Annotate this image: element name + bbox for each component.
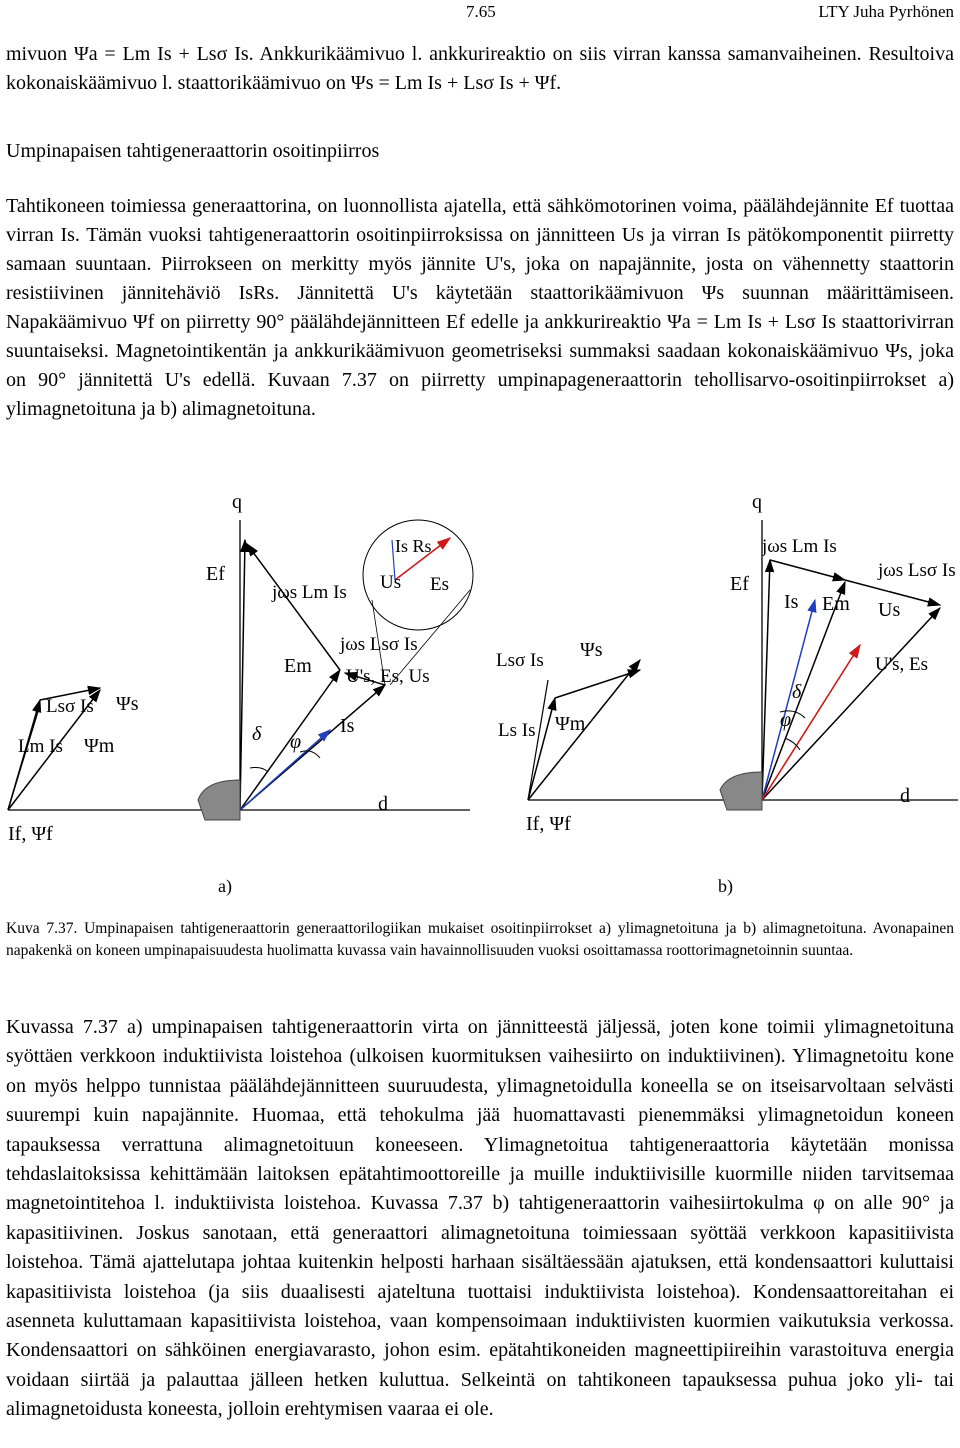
label-us-zoom-a: Us bbox=[380, 572, 402, 593]
pole-shoe-b bbox=[720, 772, 762, 810]
label-is-rs-a: Is Rs bbox=[395, 536, 432, 556]
intro-paragraph: mivuon Ψa = Lm Is + Lsσ Is. Ankkurikäämivuo l. ankkurireaktio on siis virran kanssa samanvaiheinen. Resultoiva kokonaiskäämivuo l. staattorikäämivuo on Ψs = Lm Is + Lsσ Is + Ψf. bbox=[6, 43, 954, 94]
pole-shoe-a bbox=[198, 780, 240, 820]
label-d-a: d bbox=[378, 793, 388, 815]
label-psi-m-a: Ψm bbox=[84, 735, 115, 757]
label-jws-lm-is-a: jωs Lm Is bbox=[272, 582, 347, 603]
label-lso-is-b: Lsσ Is bbox=[496, 650, 544, 671]
diagram-b bbox=[496, 491, 958, 897]
label-phi-b: φ bbox=[780, 709, 792, 731]
ef-vector-b bbox=[762, 560, 770, 800]
jws-lm-is-vector-a bbox=[247, 544, 340, 670]
lso-is-vector-b bbox=[555, 670, 640, 698]
label-if-psif-a: If, Ψf bbox=[8, 823, 53, 845]
label-psi-s-b: Ψs bbox=[580, 639, 603, 661]
label-ls-is-b: Ls Is bbox=[498, 720, 536, 741]
label-ef-b: Ef bbox=[730, 573, 749, 595]
label-em-a: Em bbox=[284, 655, 312, 677]
ef-vector-a bbox=[240, 540, 245, 810]
closing-paragraph: Kuvassa 7.37 a) umpinapaisen tahtigeneraattorin virta on jännitteestä jäljessä, joten kone toimii ylimagnetoituna syöttäen verkkoon induktiivista loistehoa (ulkoisen kuormituksen vaihesiirto on induktiivinen). Ylimagnetoitu kone on myös helppo tunnistaa päälähdejännitteen suuruudesta, ylimagnetoidulla koneella se on itseisarvoltaan selvästi suurempi kuin napajännite. Huomaa, että tehokulma jää huomattavasti pienemmäksi ylimagnetoidun koneen tapauksessa verrattuna alimagnetoituun koneeseen. Ylimagnetoitua tahtigeneraattoria käytetään monissa tehdaslaitoksissa kehittämään laitoksen epätahtimoottoreille ja muille induktiivisille kuormille niiden tarvitsemaa magnetointitehoa l. induktiivista loistehoa. Kuvassa 7.37 b) tahtigeneraattorin vaihesiirtokulma φ on alle 90° ja kapasitiivinen. Joskus sanotaan, että generaattori alimagnetoituna toimiessaan syöttää verkkoon kapasitiivista loistehoa. Tämä ajattelutapa johtaa kuitenkin helposti harhaan sisältäessään ajatuksen, että kondensaattori kuluttaisi kapasitiivista loistehoa (ja siis duaalisesti ajateltuna tuottaisi induktiivista loistehoa). Kondensaattoreitahan ei asenneta kuluttamaan kapasitiivista loistehoa, vaan kompensoimaan induktiivisten kuormien vaikutuksia verkossa. Kondensaattori on sähköinen energiavarasto, johon esim. epätahtikoneiden magneettipiireihin varastoituva energia voidaan siirtää ja palauttaa jälleen hetken kuluttua. Selkeintä on tahtikoneen tapauksessa puhua joko yli- tai alimagnetoidusta koneesta, jolloin erehtymisen vaaraa ei ole. bbox=[6, 1016, 954, 1421]
label-jws-lm-is-b: jωs Lm Is bbox=[762, 536, 837, 557]
is-rs-vector-b bbox=[762, 645, 860, 800]
jws-lm-is-vector-b bbox=[770, 560, 845, 580]
label-jws-lso-is-b: jωs Lsσ Is bbox=[878, 560, 956, 581]
label-if-psif-b: If, Ψf bbox=[526, 813, 571, 835]
label-phi-a: φ bbox=[290, 731, 302, 753]
psi-m-vector-a bbox=[8, 705, 40, 810]
label-us-b: Us bbox=[878, 599, 901, 621]
label-delta-a: δ bbox=[252, 723, 262, 745]
page-number: 7.65 bbox=[466, 2, 496, 21]
figure-caption: Kuva 7.37. Umpinapaisen tahtigeneraattorin generaattorilogiikan mukaiset osoitinpiirrokset a) ylimagnetoituna ja b) alimagnetoituna. Avonapainen napakenkä on koneen umpinapaisuudesta huolimatta kuvassa vain havainnollisuuden vuoksi osoittamassa roottorimagnetoinnin suuntaa. bbox=[6, 920, 954, 959]
label-es-zoom-a: Es bbox=[430, 574, 449, 595]
label-us-es-b: U's, Es bbox=[875, 654, 929, 675]
label-psi-s-a: Ψs bbox=[116, 693, 139, 715]
label-d-b: d bbox=[900, 785, 910, 807]
label-is-b: Is bbox=[784, 591, 799, 613]
section-heading: Umpinapaisen tahtigeneraattorin osoitinpiirros bbox=[6, 140, 380, 162]
label-us-es-us-a: U's, Es, Us bbox=[346, 666, 430, 687]
label-ef-a: Ef bbox=[206, 563, 225, 585]
ls-is-vector-b bbox=[528, 698, 555, 800]
panel-label-a: a) bbox=[218, 876, 232, 896]
label-psi-m-b: Ψm bbox=[555, 713, 586, 735]
label-lm-is-a: Lm Is bbox=[18, 736, 63, 757]
us-vector-b bbox=[762, 608, 940, 800]
label-is-a: Is bbox=[340, 715, 355, 737]
label-q-b: q bbox=[752, 491, 762, 513]
label-jws-lso-is-a: jωs Lsσ Is bbox=[340, 634, 418, 655]
label-q-a: q bbox=[232, 491, 242, 513]
label-lso-is-a: Lsσ Is bbox=[46, 696, 94, 717]
label-em-b: Em bbox=[822, 593, 850, 615]
phasor-diagrams-figure bbox=[0, 480, 960, 900]
is-vector-b bbox=[762, 600, 815, 800]
diagram-a bbox=[8, 491, 473, 897]
body-paragraph: Tahtikoneen toimiessa generaattorina, on luonnollista ajatella, että sähkömotorinen voima, päälähdejännite Ef tuottaa virran Is. Tämän vuoksi tahtigeneraattorin osoitinpiirroksissa on jännitteen Us ja virran Is pätökomponentit piirretty samaan suuntaan. Piirrokseen on merkitty myös jännite U's, joka on napajännite, josta on vähennetty staattorin resistiivinen jännitehäviö IsRs. Jännitettä U's käytetään staattorikäämivuon Ψs suunnan määrittämiseen. Napakäämivuo Ψf on piirretty 90° päälähdejännitteen Ef edelle ja ankkurireaktio Ψa = Lm Is + Lsσ Is staattorivirran suuntaiseksi. Magnetointikentän ja ankkurikäämivuon geometriseksi summaksi saadaan kokonaiskäämivuo Ψs, joka on 90° jännitettä U's edellä. Kuvaan 7.37 on piirretty umpinapageneraattorin tehollisarvo-osoitinpiirrokset a) ylimagnetoituna ja b) alimagnetoituna. bbox=[6, 195, 954, 420]
panel-label-b: b) bbox=[718, 876, 733, 896]
running-title: LTY Juha Pyrhönen bbox=[818, 2, 954, 21]
label-delta-b: δ bbox=[792, 681, 802, 703]
